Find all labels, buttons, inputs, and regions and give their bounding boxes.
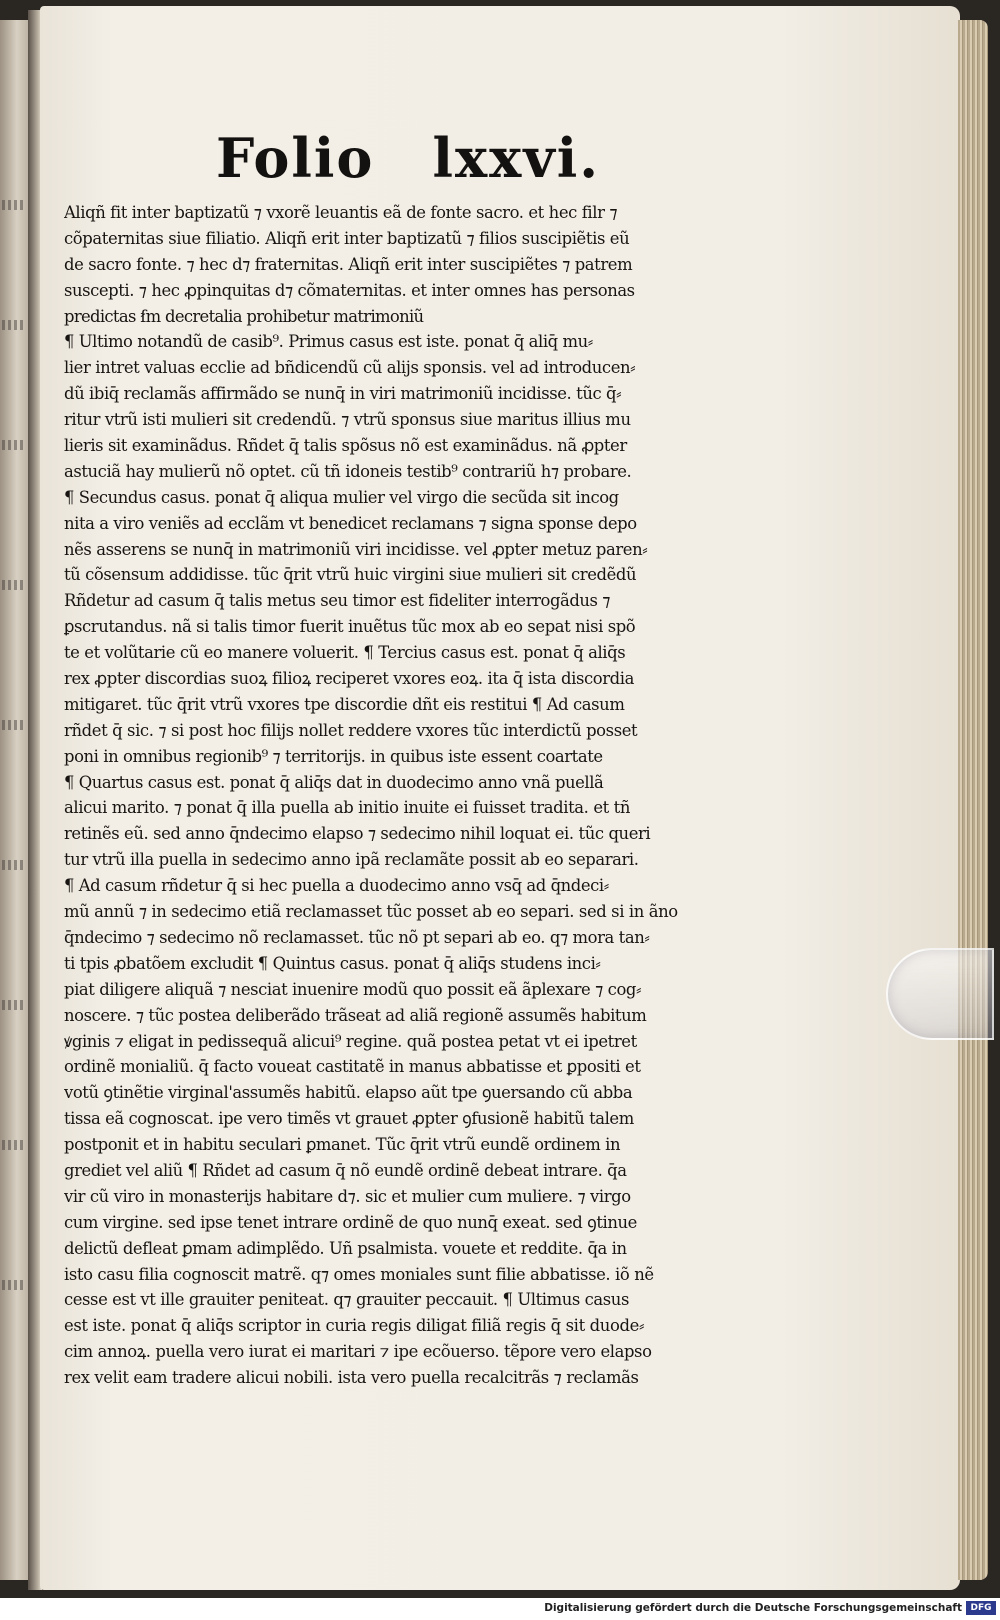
text-line: alicui marito. ⁊ ponat q̄ illa puella ab initio inuite ei fuisset tradita. et tñ — [64, 798, 631, 818]
text-line: rex ꝓpter discordias suoꝝ filioꝝ reciperet vxores eoꝝ. ita q̄ ista discordia — [64, 669, 635, 689]
text-line: est iste. ponat q̄ aliq̄s scriptor in curia regis diligat filiã regis q̄ sit duode⸗ — [64, 1316, 645, 1336]
folio-word: Folio — [216, 126, 375, 190]
facing-page-edge — [0, 20, 28, 1580]
text-line: vir cũ viro in monasterijs habitare d⁊. sic et mulier cum muliere. ⁊ virgo — [64, 1186, 631, 1206]
text-line: mũ annũ ⁊ in sedecimo etiã reclamasset tũc posset ab eo separi. sed si in ãno — [64, 902, 678, 922]
text-line: ti tpis ꝓbatõem excludit ¶ Quintus casus. ponat q̄ aliq̄s studens inci⸗ — [64, 953, 601, 973]
folio-heading — [216, 126, 600, 190]
text-line: cõpaternitas siue filiatio. Aliqñ erit inter baptizatũ ⁊ filios suscipiẽtis eũ — [64, 228, 630, 248]
text-line: q̄ndecimo ⁊ sedecimo nõ reclamasset. tũc nõ pt separi ab eo. q⁊ mora tan⸗ — [64, 927, 650, 947]
text-line: grediet vel aliũ ¶ Rñdet ad casum q̄ nõ eundẽ ordinẽ debeat intrare. q̄a — [64, 1160, 627, 1180]
text-line: ¶ Ultimo notandũ de casib⁹. Primus casus est iste. ponat q̄ aliq̄ mu⸗ — [64, 332, 593, 352]
text-line: cesse est vt ille grauiter peniteat. q⁊ grauiter peccauit. ¶ Ultimus casus — [64, 1290, 629, 1310]
facing-page-text-fragment — [2, 320, 26, 330]
folio-number: lxxvi. — [432, 126, 601, 190]
text-line: votũ ꝯtinẽtie virginal'assumẽs habitũ. elapso aũt tpe ꝯuersando cũ abba — [64, 1083, 633, 1103]
text-line: ꝑscrutandus. nã si talis timor fuerit inuẽtus tũc mox ab eo sepat nisi spõ — [64, 617, 636, 637]
text-line: mitigaret. tũc q̄rit vtrũ vxores tpe discordie dñt eis restitui ¶ Ad casum — [64, 694, 625, 714]
text-line: ¶ Quartus casus est. ponat q̄ aliq̄s dat in duodecimo anno vnã puellã — [64, 772, 604, 792]
dfg-logo: DFG — [966, 1601, 996, 1615]
text-line: noscere. ⁊ tũc postea deliberãdo trãseat ad aliã regionẽ assumẽs habitum — [64, 1005, 647, 1025]
text-line: piat diligere aliquã ⁊ nesciat inuenire modũ quo possit eã ãplexare ⁊ cog⸗ — [64, 979, 642, 999]
text-line: nẽs asserens se nunq̄ in matrimoniũ viri incidisse. vel ꝓpter metuz paren⸗ — [64, 539, 648, 559]
text-line: Rñdetur ad casum q̄ talis metus seu timor est fideliter interrogãdus ⁊ — [64, 591, 611, 611]
facing-page-text-fragment — [2, 200, 26, 210]
page-edges — [958, 20, 988, 1580]
text-line: cim annoꝝ. puella vero iurat ei maritari ⁊ ipe ecõuerso. tẽpore vero elapso — [64, 1342, 652, 1362]
text-line: ꝟginis ⁊ eligat in pedissequã alicui⁹ regine. quã postea petat vt ei ipetret — [64, 1031, 637, 1051]
text-line: poni in omnibus regionib⁹ ⁊ territorijs. in quibus iste essent coartate — [64, 746, 603, 766]
text-line: astuciã hay mulierũ nõ optet. cũ tñ idoneis testib⁹ contrariũ h⁊ probare. — [64, 461, 632, 481]
text-line: lier intret valuas ecclie ad bñdicendũ cũ alijs sponsis. vel ad introducen⸗ — [64, 358, 636, 378]
text-line: ¶ Secundus casus. ponat q̄ aliqua mulier vel virgo die secũda sit incog — [64, 487, 619, 507]
text-line: delictũ defleat ꝑmam adimplẽdo. Uñ psalmista. vouete et reddite. q̄a in — [64, 1238, 627, 1258]
facing-page-text-fragment — [2, 860, 26, 870]
text-line: nita a viro veniẽs ad ecclãm vt benedicet reclamans ⁊ signa sponse depo — [64, 513, 637, 533]
text-line: tũ cõsensum addidisse. tũc q̄rit vtrũ huic virgini siue mulieri sit credẽdũ — [64, 565, 637, 585]
facing-page-text-fragment — [2, 1280, 26, 1290]
text-line: Aliqñ fit inter baptizatũ ⁊ vxorẽ leuantis eã de fonte sacro. et hec filr ⁊ — [64, 203, 618, 222]
text-line: te et volũtarie cũ eo manere voluerit. ¶ Tercius casus est. ponat q̄ aliq̄s — [64, 643, 626, 663]
facing-page-text-fragment — [2, 1140, 26, 1150]
text-line: lieris sit examinãdus. Rñdet q̄ talis spõsus nõ est examinãdus. nã ꝓpter — [64, 436, 627, 456]
text-line: suscepti. ⁊ hec ꝓpinquitas d⁊ cõmaternitas. et inter omnes has personas — [64, 280, 635, 300]
facing-page-text-fragment — [2, 440, 26, 450]
text-line: ordinẽ monialiũ. q̄ facto voueat castitatẽ in manus abbatisse et ꝑpositi et — [64, 1057, 641, 1077]
text-line: retinẽs eũ. sed anno q̄ndecimo elapso ⁊ sedecimo nihil loquat ei. tũc queri — [64, 824, 651, 844]
text-line: tissa eã cognoscat. ipe vero timẽs vt grauet ꝓpter ꝯfusionẽ habitũ talem — [64, 1109, 634, 1129]
text-line: ¶ Ad casum rñdetur q̄ si hec puella a duodecimo anno vsq̄ ad q̄ndeci⸗ — [64, 876, 609, 896]
facing-page-text-fragment — [2, 580, 26, 590]
text-line: predictas ẜm decretalia prohibetur matrimoniũ — [64, 306, 424, 326]
text-line: rñdet q̄ sic. ⁊ si post hoc filijs nollet reddere vxores tũc interdictũ posset — [64, 720, 638, 740]
text-line: tur vtrũ illa puella in sedecimo anno ipã reclamãte possit ab eo separari. — [64, 850, 639, 870]
text-line: cum virgine. sed ipse tenet intrare ordinẽ de quo nunq̄ exeat. sed ꝯtinue — [64, 1212, 637, 1232]
digitization-credit: Digitalisierung gefördert durch die Deutsche Forschungsgemeinschaft — [544, 1602, 962, 1614]
text-line: isto casu filia cognoscit matrẽ. q⁊ omes moniales sunt filie abbatisse. iõ nẽ — [64, 1264, 654, 1284]
body-text — [64, 200, 794, 1391]
text-line: dũ ibiq̄ reclamãs affirmãdo se nunq̄ in viri matrimoniũ incidisse. tũc q̄⸗ — [64, 384, 622, 404]
facing-page-text-fragment — [2, 1000, 26, 1010]
facing-page-text-fragment — [2, 720, 26, 730]
page-clip — [886, 948, 994, 1040]
text-line: rex velit eam tradere alicui nobili. ista vero puella recalcitrãs ⁊ reclamãs — [64, 1368, 639, 1388]
text-line: de sacro fonte. ⁊ hec d⁊ fraternitas. Aliqñ erit inter suscipiẽtes ⁊ patrem — [64, 254, 633, 274]
text-line: ritur vtrũ isti mulieri sit credendũ. ⁊ vtrũ sponsus siue maritus illius mu — [64, 410, 631, 430]
text-line: postponit et in habitu seculari ꝑmanet. Tũc q̄rit vtrũ eundẽ ordinem in — [64, 1135, 621, 1155]
